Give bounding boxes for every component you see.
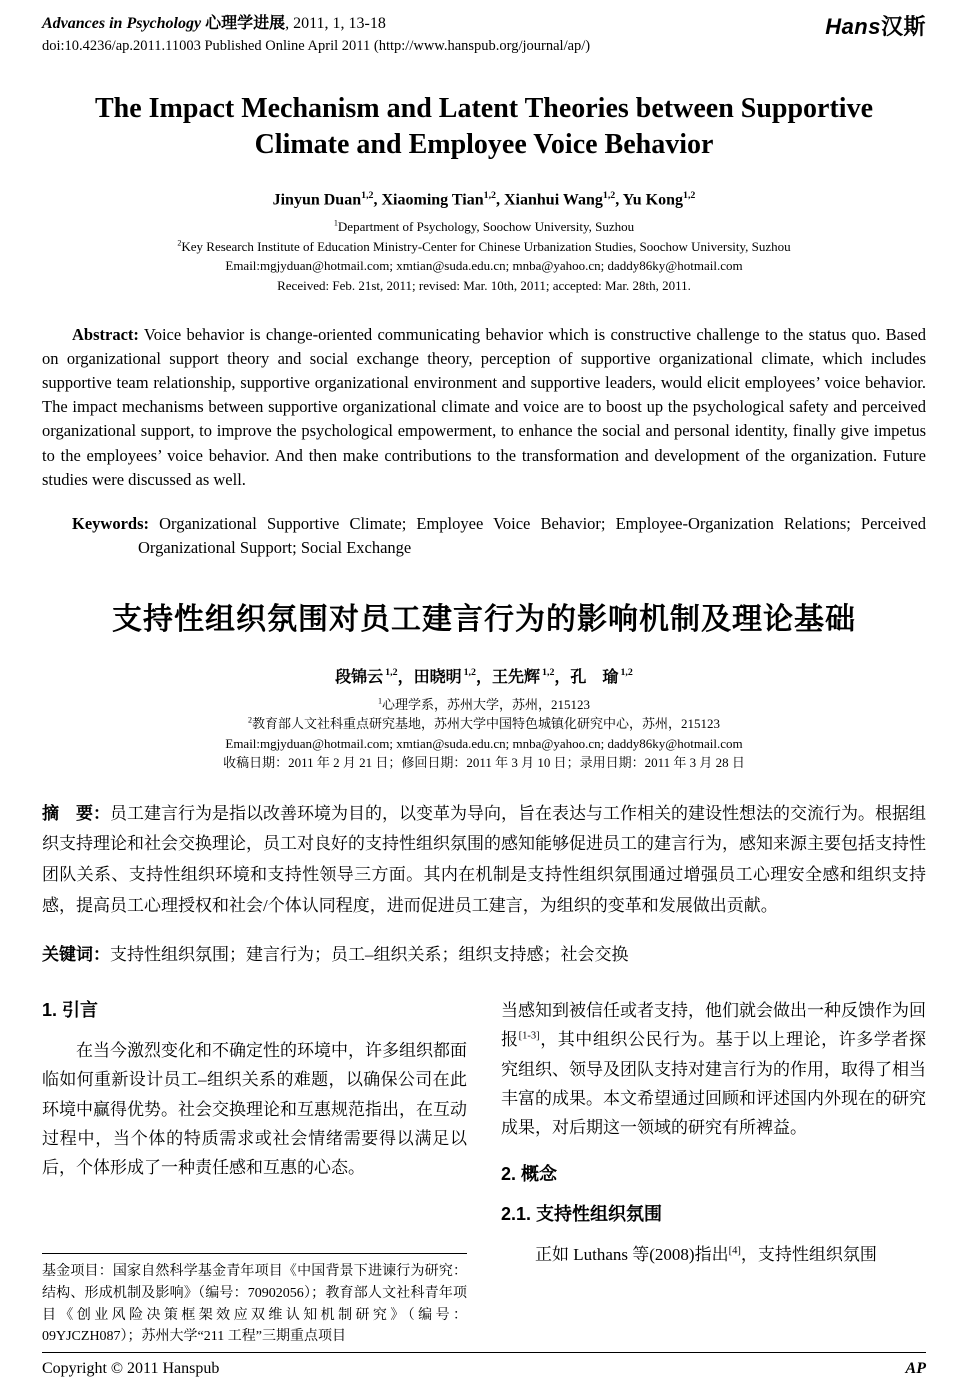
citation-ref: [1-3] (518, 1030, 540, 1042)
hans-logo-en: Hans (825, 14, 881, 39)
email-line-en: Email:mgjyduan@hotmail.com; xmtian@suda.edu.cn; mnba@yahoo.cn; daddy86ky@hotmail.com (225, 258, 743, 274)
received-line-en: Received: Feb. 21st, 2011; revised: Mar. 10th, 2011; accepted: Mar. 28th, 2011. (277, 277, 691, 293)
author-cn: 孔 瑜 (570, 668, 619, 686)
affiliation-1-en: $^1$Department of Psychology, Soochow University, Suzhou (333, 218, 635, 235)
section-1-paragraph: 在当今激烈变化和不确定性的环境中，许多组织都面临如何重新设计员工–组织关系的难题，以确保公司在此环境中赢得优势。社会交换理论和互惠规范指出，在互动过程中，当个体的特质需求或社会情绪需要得以满足以后，个体形成了一种责任感和互惠的心态。 (42, 1041, 467, 1178)
keywords-en (42, 512, 926, 560)
paper-title-en: The Impact Mechanism and Latent Theories between Supportive Climate and Employee Voice Behavior (94, 93, 874, 161)
page-footer (42, 1352, 926, 1378)
authors-cn: 段锦云 $^{1,2}$，田晓明 $^{1,2}$，王先辉 $^{1,2}$，孔 瑜 $^{1,2}$ (335, 667, 633, 686)
affiliations-en (42, 217, 926, 295)
author-affil-sup: 1,2 (683, 189, 696, 201)
abstract-label-en: Abstract: (72, 325, 139, 345)
author-affil-sup: 1,2 (483, 189, 496, 201)
author-en: Xianhui Wang (504, 191, 603, 209)
affiliation-2-cn: $^2$教育部人文社科重点研究基地，苏州大学中国特色城镇化研究中心，苏州，215123 (247, 715, 721, 732)
page-header (42, 10, 926, 55)
journal-issue: , 2011, 1, 13-18 (285, 15, 386, 32)
paper-title-cn: 支持性组织氛围对员工建言行为的影响机制及理论基础 (112, 602, 856, 636)
section-2-heading: 2. 概念 (501, 1164, 558, 1185)
author-cn: 段锦云 (335, 668, 384, 686)
citation-ref: [4] (728, 1245, 741, 1257)
funding-footnote: 基金项目：国家自然科学基金青年项目《中国背景下进谏行为研究：结构、形成机制及影响》（编号：70902056）；教育部人文社科青年项目《创业风险决策框架效应双维认知机制研究》（编号：09YJCZH087）；苏州大学“211 工程”三期重点项目 (42, 1253, 467, 1348)
keywords-text-cn: 支持性组织氛围；建言行为；员工–组织关系；组织支持感；社会交换 (110, 945, 629, 965)
abstract-text-en: Voice behavior is change-oriented communicating behavior which is constructive challenge to the status quo. Based on organizational support theory and social exchange theory, perception of supportive organizational climate, which includes supportive team relationship, supportive organizational environment and supportive leaders, would elicit employees’ voice behavior. The impact mechanisms between supportive organizational climate and voice are to boost up the psychological safety and perceived organizational support, to improve the psychological empowerment, to enhance the social and personal identity, finally give impetus to the employees’ voice behavior. And then make contributions to the transformation and development of the organization. Future studies were discussed as well. (42, 325, 926, 489)
keywords-label-en: Keywords: (72, 513, 149, 533)
abstract-cn (42, 799, 926, 921)
author-en: Jinyun Duan (272, 191, 362, 209)
keywords-cn (42, 941, 926, 970)
hans-logo (825, 10, 926, 41)
author-en: Xiaoming Tian (381, 191, 484, 209)
doi-line: doi:10.4236/ap.2011.11003 Published Online April 2011 (http://www.hanspub.org/journal/ap/) (42, 38, 591, 54)
section-2-1-heading: 2.1. 支持性组织氛围 (501, 1204, 663, 1225)
journal-name: Advances in Psychology (42, 15, 202, 32)
journal-info (42, 10, 590, 55)
received-line-cn: 收稿日期：2011 年 2 月 21 日；修回日期：2011 年 3 月 10 日；录用日期：2011 年 3 月 28 日 (223, 755, 745, 771)
right-column (501, 996, 926, 1348)
journal-name-cn: 心理学进展 (201, 15, 286, 32)
email-line-cn: Email:mgjyduan@hotmail.com; xmtian@suda.edu.cn; mnba@yahoo.cn; daddy86ky@hotmail.com (225, 735, 743, 751)
copyright-text: Copyright © 2011 Hanspub (42, 1360, 220, 1377)
right-paragraph-1: 当感知到被信任或者支持，他们就会做出一种反馈作为回报[1-3]，其中组织公民行为。基于以上理论，许多学者探究组织、领导及团队支持对建言行为的作用，取得了相当丰富的成果。本文希望通过回顾和评述国内外现在的研究成果，对后期这一领域的研究有所裨益。 (501, 1001, 926, 1138)
affiliation-1-cn: $^1$心理学系，苏州大学，苏州，215123 (377, 696, 591, 712)
keywords-label-cn: 关键词： (42, 945, 110, 965)
journal-title-line (42, 10, 590, 33)
left-column (42, 996, 467, 1348)
abstract-label-cn: 摘 要： (42, 803, 110, 823)
affiliation-2-en: $^2$Key Research Institute of Education Ministry-Center for Chinese Urbanization Studies, Soochow University, Suzhou (177, 238, 791, 254)
author-cn: 田晓明 (413, 668, 462, 686)
author-affil-sup: 1,2 (361, 189, 374, 201)
section-1-heading: 1. 引言 (42, 1000, 99, 1021)
author-en: Yu Kong (622, 191, 683, 209)
hans-logo-cn: 汉斯 (880, 14, 926, 39)
authors-en: Jinyun Duan$^{1,2}$, Xiaoming Tian$^{1,2}$, Xianhui Wang$^{1,2}$, Yu Kong$^{1,2}$ (272, 189, 696, 209)
section-2-1-paragraph: 正如 Luthans 等(2008)指出[4]，支持性组织氛围 (535, 1245, 877, 1265)
abstract-en (42, 323, 926, 492)
two-column-body (42, 996, 926, 1348)
keywords-text-en: Organizational Supportive Climate; Employee Voice Behavior; Employee-Organization Relations; Perceived Organizational Support; Social Exchange (138, 513, 926, 557)
author-cn: 王先辉 (492, 668, 541, 686)
affiliations-cn (42, 695, 926, 773)
journal-abbrev: AP (905, 1360, 926, 1377)
abstract-text-cn: 员工建言行为是指以改善环境为目的，以变革为导向，旨在表达与工作相关的建设性想法的交流行为。根据组织支持理论和社会交换理论，员工对良好的支持性组织氛围的感知能够促进员工的建言行为，感知来源主要包括支持性团队关系、支持性组织环境和支持性领导三方面。其内在机制是支持性组织氛围通过增强员工心理安全感和组织支持感，提高员工心理授权和社会/个体认同程度，进而促进员工建言，为组织的变革和发展做出贡献。 (42, 803, 926, 915)
author-affil-sup: 1,2 (602, 189, 616, 201)
